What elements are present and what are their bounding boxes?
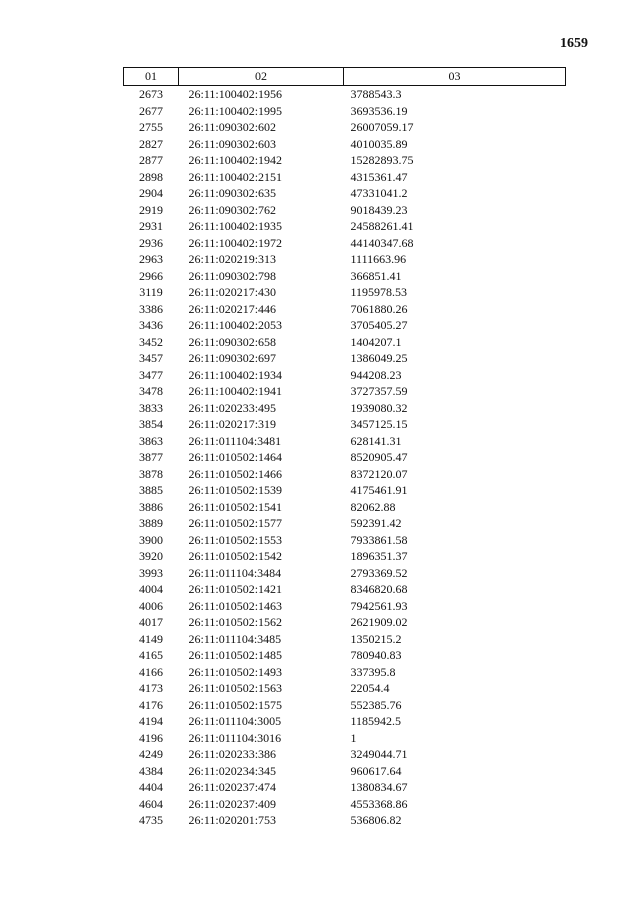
row-number-cell: 2931 (139, 219, 163, 233)
cadastral-number-cell: 26:11:020237:474 (188, 780, 277, 794)
value-cell: 366851.41 (350, 268, 402, 283)
cadastral-number-cell: 26:11:090302:798 (188, 268, 277, 283)
value-cell: 1185942.5 (350, 714, 402, 728)
value-cell: 1195978.53 (350, 285, 408, 299)
cadastral-number-cell: 26:11:010502:1577 (188, 516, 283, 530)
value-cell: 26007059.17 (350, 120, 414, 134)
table-row (124, 202, 566, 219)
value-cell: 9018439.23 (350, 202, 408, 217)
row-number-cell: 4249 (139, 747, 163, 761)
value-cell: 337395.8 (350, 664, 396, 679)
value-cell: 3457125.15 (350, 417, 408, 431)
row-number-cell: 3452 (139, 334, 163, 349)
cadastral-number-cell: 26:11:100402:2053 (188, 318, 283, 332)
value-cell: 44140347.68 (350, 235, 414, 250)
cadastral-number-cell: 26:11:010502:1541 (188, 499, 283, 514)
value-cell: 8520905.47 (350, 450, 408, 464)
cadastral-number-cell: 26:11:010502:1563 (188, 681, 283, 695)
table-row (124, 697, 566, 714)
value-cell: 15282893.75 (350, 153, 414, 167)
value-cell: 1380834.67 (350, 780, 408, 794)
table-row (124, 235, 566, 252)
row-number-cell: 3386 (139, 301, 163, 316)
row-number-cell: 4735 (139, 813, 163, 827)
value-cell: 24588261.41 (350, 219, 414, 233)
table-row (124, 565, 566, 582)
value-cell: 2621909.02 (350, 615, 408, 629)
table-row (124, 548, 566, 565)
table-row (124, 169, 566, 186)
cadastral-number-cell: 26:11:010502:1421 (188, 582, 283, 596)
value-cell: 4315361.47 (350, 169, 408, 184)
table-row (124, 268, 566, 285)
cadastral-number-cell: 26:11:020201:753 (188, 813, 277, 827)
table-row (124, 433, 566, 450)
table-row (124, 581, 566, 598)
cadastral-number-cell: 26:11:090302:697 (188, 351, 277, 365)
cadastral-number-cell: 26:11:090302:602 (188, 120, 277, 134)
cadastral-number-cell: 26:11:011104:3481 (188, 433, 282, 448)
row-number-cell: 2877 (139, 153, 163, 167)
table-row (124, 598, 566, 615)
row-number-cell: 3885 (139, 483, 163, 497)
value-cell: 628141.31 (350, 433, 402, 448)
cadastral-number-cell: 26:11:020237:409 (188, 796, 277, 811)
row-number-cell: 2673 (139, 87, 163, 101)
cadastral-number-cell: 26:11:090302:658 (188, 334, 277, 349)
table-body (124, 86, 566, 829)
value-cell: 8346820.68 (350, 582, 408, 596)
table-row (124, 614, 566, 631)
cadastral-number-cell: 26:11:020234:345 (188, 763, 277, 778)
table-row (124, 103, 566, 120)
cadastral-number-cell: 26:11:010502:1575 (188, 697, 283, 712)
row-number-cell: 3477 (139, 367, 163, 382)
row-number-cell: 3119 (139, 285, 163, 299)
cadastral-number-cell: 26:11:100402:1941 (188, 384, 283, 398)
table-row (124, 779, 566, 796)
row-number-cell: 3854 (139, 417, 163, 431)
cadastral-number-cell: 26:11:010502:1539 (188, 483, 283, 497)
table-row (124, 664, 566, 681)
value-cell: 1896351.37 (350, 549, 408, 563)
table-row (124, 284, 566, 301)
table-row (124, 680, 566, 697)
row-number-cell: 3900 (139, 532, 163, 547)
row-number-cell: 2755 (139, 120, 163, 134)
row-number-cell: 4604 (139, 796, 163, 811)
cadastral-number-cell: 26:11:010502:1463 (188, 598, 283, 613)
table-row (124, 119, 566, 136)
value-cell: 3727357.59 (350, 384, 408, 398)
row-number-cell: 3889 (139, 516, 163, 530)
table-row (124, 746, 566, 763)
row-number-cell: 4017 (139, 615, 163, 629)
cadastral-number-cell: 26:11:020233:386 (188, 747, 277, 761)
row-number-cell: 3878 (139, 466, 163, 481)
value-cell: 3788543.3 (350, 87, 402, 101)
cadastral-number-cell: 26:11:090302:603 (188, 136, 277, 151)
page-number: 1659 (560, 36, 588, 51)
cadastral-number-cell: 26:11:011104:3005 (188, 714, 282, 728)
value-cell: 1111663.96 (350, 252, 407, 266)
value-cell: 944208.23 (350, 367, 402, 382)
value-cell: 22054.4 (350, 681, 390, 695)
cadastral-number-cell: 26:11:011104:3016 (188, 730, 282, 745)
row-number-cell: 3920 (139, 549, 163, 563)
table-row (124, 136, 566, 153)
row-number-cell: 4165 (139, 648, 163, 662)
table-row (124, 763, 566, 780)
table-row (124, 86, 566, 103)
value-cell: 3705405.27 (350, 318, 408, 332)
cadastral-number-cell: 26:11:100402:1972 (188, 235, 283, 250)
column-header-02: 02 (179, 68, 344, 86)
cadastral-number-cell: 26:11:010502:1493 (188, 664, 283, 679)
cadastral-number-cell: 26:11:011104:3485 (188, 631, 282, 646)
value-cell: 1 (350, 730, 357, 745)
cadastral-number-cell: 26:11:090302:635 (188, 186, 277, 200)
table-row (124, 796, 566, 813)
cadastral-number-cell: 26:11:020217:430 (188, 285, 277, 299)
row-number-cell: 2936 (139, 235, 163, 250)
cadastral-number-cell: 26:11:100402:1934 (188, 367, 283, 382)
table-row (124, 499, 566, 516)
cadastral-number-cell: 26:11:010502:1553 (188, 532, 283, 547)
table-row (124, 482, 566, 499)
table-row (124, 812, 566, 829)
row-number-cell: 2677 (139, 103, 163, 118)
row-number-cell: 3877 (139, 450, 163, 464)
cadastral-number-cell: 26:11:090302:762 (188, 202, 277, 217)
row-number-cell: 2919 (139, 202, 163, 217)
table-row (124, 449, 566, 466)
row-number-cell: 4006 (139, 598, 163, 613)
table-row (124, 532, 566, 549)
value-cell: 2793369.52 (350, 565, 408, 580)
row-number-cell: 2898 (139, 169, 163, 184)
row-number-cell: 4149 (139, 631, 163, 646)
table-row (124, 367, 566, 384)
row-number-cell: 3993 (139, 565, 163, 580)
cadastral-number-cell: 26:11:010502:1562 (188, 615, 283, 629)
value-cell: 7942561.93 (350, 598, 408, 613)
table-row (124, 350, 566, 367)
row-number-cell: 2827 (139, 136, 163, 151)
value-cell: 1386049.25 (350, 351, 408, 365)
row-number-cell: 3436 (139, 318, 163, 332)
cadastral-number-cell: 26:11:100402:1995 (188, 103, 283, 118)
value-cell: 1404207.1 (350, 334, 402, 349)
row-number-cell: 2966 (139, 268, 163, 283)
row-number-cell: 4004 (139, 582, 163, 596)
cadastral-number-cell: 26:11:020233:495 (188, 400, 277, 415)
cadastral-number-cell: 26:11:010502:1485 (188, 648, 283, 662)
table-row (124, 713, 566, 730)
table-row (124, 400, 566, 417)
value-cell: 7933861.58 (350, 532, 408, 547)
cadastral-number-cell: 26:11:010502:1466 (188, 466, 283, 481)
cadastral-number-cell: 26:11:020217:446 (188, 301, 277, 316)
cadastral-number-cell: 26:11:011104:3484 (188, 565, 282, 580)
table-row (124, 251, 566, 268)
table-row (124, 301, 566, 318)
table-row (124, 334, 566, 351)
row-number-cell: 3886 (139, 499, 163, 514)
row-number-cell: 3478 (139, 384, 163, 398)
table-row (124, 152, 566, 169)
value-cell: 4010035.89 (350, 136, 408, 151)
row-number-cell: 2963 (139, 252, 163, 266)
value-cell: 536806.82 (350, 813, 402, 827)
value-cell: 1939080.32 (350, 400, 408, 415)
cadastral-number-cell: 26:11:020217:319 (188, 417, 277, 431)
value-cell: 592391.42 (350, 516, 402, 530)
row-number-cell: 4166 (139, 664, 163, 679)
table-row (124, 631, 566, 648)
value-cell: 3693536.19 (350, 103, 408, 118)
value-cell: 47331041.2 (350, 186, 408, 200)
column-header-01: 01 (124, 68, 179, 86)
value-cell: 82062.88 (350, 499, 396, 514)
row-number-cell: 4384 (139, 763, 163, 778)
row-number-cell: 4194 (139, 714, 163, 728)
table-header (124, 68, 566, 86)
registry-table (123, 67, 566, 829)
cadastral-number-cell: 26:11:010502:1542 (188, 549, 283, 563)
row-number-cell: 4404 (139, 780, 163, 794)
value-cell: 960617.64 (350, 763, 402, 778)
value-cell: 7061880.26 (350, 301, 408, 316)
table-row (124, 317, 566, 334)
row-number-cell: 4173 (139, 681, 163, 695)
value-cell: 1350215.2 (350, 631, 402, 646)
table-row (124, 416, 566, 433)
value-cell: 8372120.07 (350, 466, 408, 481)
cadastral-number-cell: 26:11:100402:1956 (188, 87, 283, 101)
cadastral-number-cell: 26:11:010502:1464 (188, 450, 283, 464)
value-cell: 4175461.91 (350, 483, 408, 497)
row-number-cell: 4196 (139, 730, 163, 745)
row-number-cell: 3863 (139, 433, 163, 448)
row-number-cell: 4176 (139, 697, 163, 712)
row-number-cell: 3833 (139, 400, 163, 415)
cadastral-number-cell: 26:11:020219:313 (188, 252, 277, 266)
value-cell: 780940.83 (350, 648, 402, 662)
column-header-03: 03 (344, 68, 566, 86)
cadastral-number-cell: 26:11:100402:1935 (188, 219, 283, 233)
table-row (124, 383, 566, 400)
value-cell: 552385.76 (350, 697, 402, 712)
table-row (124, 185, 566, 202)
table-row (124, 730, 566, 747)
value-cell: 4553368.86 (350, 796, 408, 811)
table-row (124, 647, 566, 664)
row-number-cell: 2904 (139, 186, 163, 200)
table-row (124, 466, 566, 483)
cadastral-number-cell: 26:11:100402:2151 (188, 169, 283, 184)
table-row (124, 218, 566, 235)
table-row (124, 515, 566, 532)
header-row (124, 68, 566, 86)
value-cell: 3249044.71 (350, 747, 408, 761)
cadastral-number-cell: 26:11:100402:1942 (188, 153, 283, 167)
row-number-cell: 3457 (139, 351, 163, 365)
